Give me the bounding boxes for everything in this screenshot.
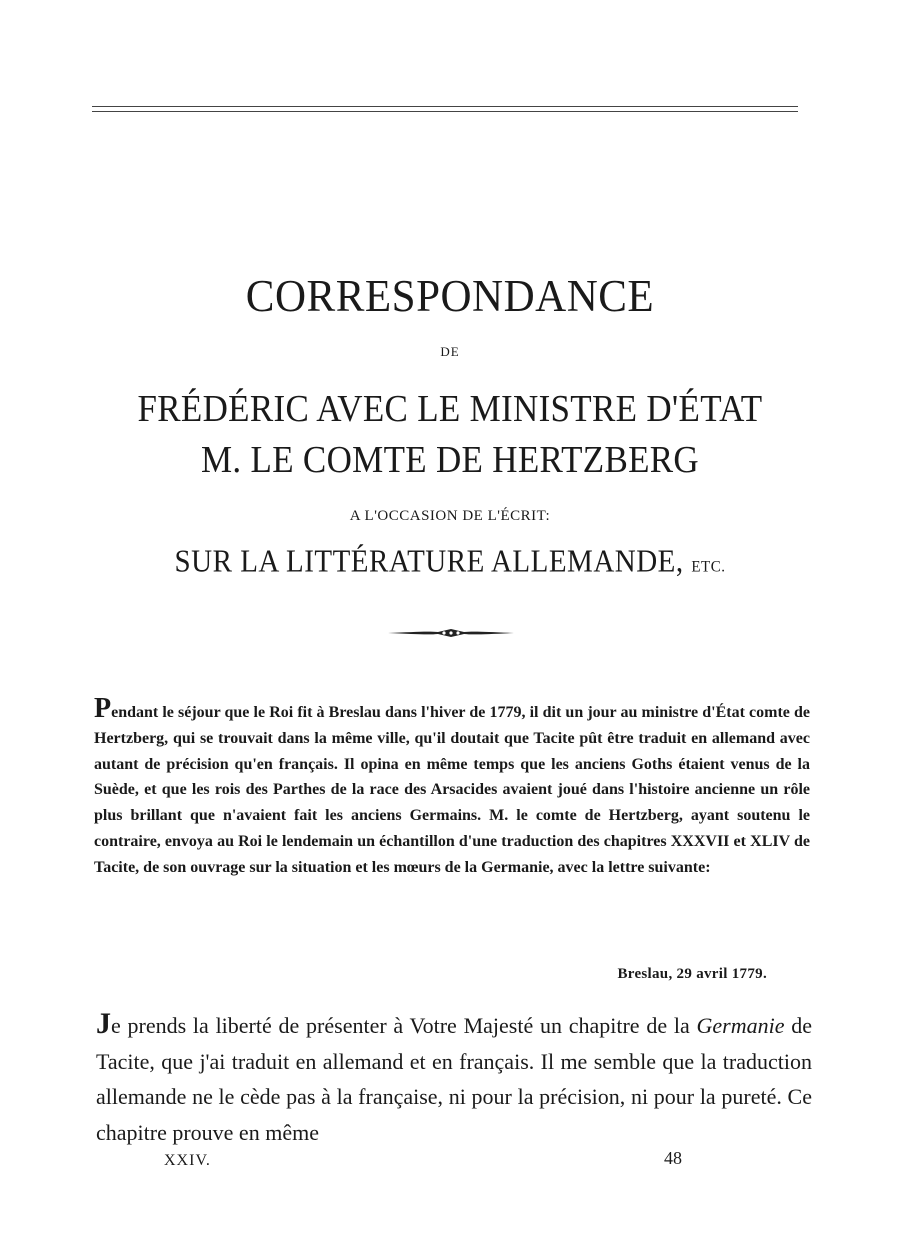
intro-dropcap: P <box>94 693 112 724</box>
letter-paragraph <box>96 1008 812 1150</box>
letter-text-part2: de Tacite, que j'ai traduit en allemand et en français. Il me semble que la traduction allemande ne le cède pas à la française, ni pour la précision, ni pour la pureté. Ce chapitre prouve en même <box>96 1013 813 1145</box>
intro-paragraph <box>94 693 810 881</box>
title-de: DE <box>440 344 460 359</box>
letter-italic-germanie: Germanie <box>696 1013 785 1038</box>
page-number: 48 <box>664 1148 682 1168</box>
ornament-divider-icon <box>388 626 514 640</box>
title-etc: ETC. <box>691 558 726 576</box>
letter-text-part1: e prends la liberté de présenter à Votre Majesté un chapitre de la <box>111 1013 690 1038</box>
title-subject <box>0 545 900 581</box>
title-occasion: A L'OCCASION DE L'ÉCRIT: <box>349 508 551 524</box>
intro-text: endant le séjour que le Roi fit à Breslau dans l'hiver de 1779, il dit un jour au ministre d'État comte de Hertzberg, qui se trouvait dans la même ville, qu'il doutait que Tacite pût être traduit en allemand avec autant de précision qu'en français. Il opina en même temps que les anciens Goths étaient venus de la Suède, et que les rois des Parthes de la race des Arsacides avaient joué dans l'histoire ancienne un rôle plus brillant que n'avaient fait les anciens Germains. M. le comte de Hertzberg, ayant soutenu le contraire, envoya au Roi le lendemain un échantillon d'une traduction des chapitres XXXVII et XLIV de Tacite, de son ouvrage sur la situation et les mœurs de la Germanie, avec la lettre suivante: <box>94 704 810 876</box>
letter-dateline: Breslau, 29 avril 1779. <box>617 966 767 982</box>
title-hertzberg-line: M. LE COMTE DE HERTZBERG <box>201 438 699 481</box>
top-double-rule <box>92 106 798 112</box>
title-subject-text: SUR LA LITTÉRATURE ALLEMANDE, <box>174 544 684 580</box>
signature-mark: XXIV. <box>164 1152 211 1169</box>
title-frederic-line: FRÉDÉRIC AVEC LE MINISTRE D'ÉTAT <box>137 387 763 430</box>
letter-dropcap: J <box>96 1007 111 1040</box>
title-correspondance: CORRESPONDANCE <box>245 271 655 322</box>
